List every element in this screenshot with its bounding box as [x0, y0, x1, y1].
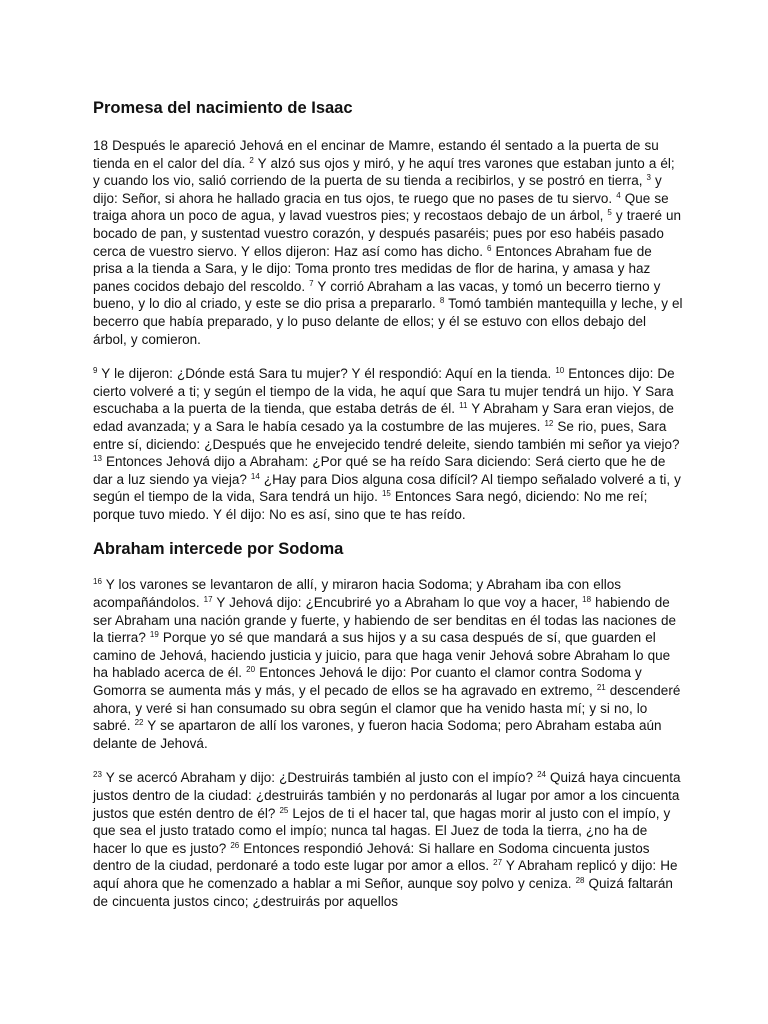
verse-number: 4 — [616, 190, 621, 200]
verse-text: Entonces Jehová le dijo: Por cuanto el clamor contra Sodoma y Gomorra se aumenta más y más, y el pecado de ellos se ha agravado en extremo, — [93, 665, 642, 699]
verse-number: 2 — [249, 155, 254, 165]
paragraph — [93, 365, 683, 523]
verse-text: Quizá haya cincuenta justos dentro de la ciudad: ¿destruirás también y no perdonarás al lugar por amor a los cincuenta justos que estén dentro de él? — [93, 770, 681, 821]
verse-text: y traeré un bocado de pan, y sustentad vuestro corazón, y después pasaréis; pues por eso habéis pasado cerca de vuestro siervo. Y ellos dijeron: Haz así como has dicho. — [93, 208, 682, 259]
verse-text: ¿Hay para Dios alguna cosa difícil? Al tiempo señalado volveré a ti, y según el tiempo de la vida, Sara tendrá un hijo. — [93, 471, 681, 505]
verse-number: 20 — [246, 665, 256, 675]
section-heading-isaac: Promesa del nacimiento de Isaac — [93, 99, 353, 117]
verse-text: Y corrió Abraham a las vacas, y tomó un becerro tierno y bueno, y lo dio al criado, y este se dio prisa a prepararlo. — [93, 278, 661, 312]
verse-number: 7 — [309, 278, 314, 288]
verse-text: Y se apartaron de allí los varones, y fueron hacia Sodoma; pero Abraham estaba aún delante de Jehová. — [93, 718, 662, 751]
paragraph — [93, 769, 683, 910]
verse-text: descenderé ahora, y veré si han consumado su obra según el clamor que ha venido hasta mí; y si no, lo sabré. — [93, 683, 681, 734]
verse-number: 14 — [250, 471, 260, 481]
verse-number: 26 — [230, 840, 240, 850]
verse-number: 10 — [555, 366, 565, 376]
verse-text: Que se traiga ahora un poco de agua, y lavad vuestros pies; y recostaos debajo de un árbol, — [93, 190, 669, 224]
verse-text: Y alzó sus ojos y miró, y he aquí tres varones que estaban junto a él; y cuando los vio, salió corriendo de la puerta de su tienda a recibirlos, y se postró en tierra, — [93, 155, 675, 189]
verse-text: Porque yo sé que mandará a sus hijos y a su casa después de sí, que guarden el camino de Jehová, haciendo justicia y juicio, para que haga venir Jehová sobre Abraham lo que ha hablado acerca de él. — [93, 630, 671, 681]
verse-number: 6 — [487, 243, 492, 253]
verse-number: 3 — [646, 173, 651, 183]
verse-text: Y se acercó Abraham y dijo: ¿Destruirás también al justo con el impío? — [101, 770, 538, 786]
paragraph — [93, 576, 683, 752]
verse-text: Entonces Abraham fue de prisa a la tienda a Sara, y le dijo: Toma pronto tres medidas de flor de harina, y amasa y haz panes cocidos debajo del rescoldo. — [93, 243, 652, 294]
verse-text: Lejos de ti el hacer tal, que hagas morir al justo con el impío, y que sea el justo tratado como el impío; nunca tal hagas. El Juez de toda la tierra, ¿no ha de hacer lo que es justo? — [93, 805, 671, 856]
verse-text: 18 Después le apareció Jehová en el encinar de Mamre, estando él sentado a la puerta de su tienda en el calor del día. — [93, 138, 659, 171]
verse-number: 9 — [93, 366, 98, 376]
verse-text: Entonces Jehová dijo a Abraham: ¿Por qué se ha reído Sara diciendo: Será cierto que he de dar a luz siendo ya vieja? — [93, 454, 666, 487]
verse-text: Quizá faltarán de cincuenta justos cinco; ¿destruirás por aquellos — [93, 875, 673, 909]
verse-number: 23 — [93, 770, 102, 780]
verse-number: 17 — [203, 595, 213, 605]
verse-number: 11 — [459, 401, 468, 411]
verse-text: Se rio, pues, Sara entre sí, diciendo: ¿Después que he envejecido tendré deleite, siendo también mi señor ya viejo? — [93, 418, 680, 452]
verse-number: 8 — [439, 296, 445, 306]
verse-number: 18 — [582, 595, 592, 605]
section-sodoma-text — [93, 576, 683, 910]
verse-number: 21 — [596, 683, 606, 693]
verse-text: y dijo: Señor, si ahora he hallado gracia en tus ojos, te ruego que no pases de tu siervo. — [93, 173, 662, 206]
verse-number: 5 — [607, 208, 612, 218]
verse-text: Y Jehová dijo: ¿Encubriré yo a Abraham lo que voy a hacer, — [212, 595, 583, 611]
verse-text: Entonces Sara negó, diciendo: No me reí; porque tuvo miedo. Y él dijo: No es así, sino que te has reído. — [93, 489, 648, 522]
verse-text: Y le dijeron: ¿Dónde está Sara tu mujer? Y él respondió: Aquí en la tienda. — [97, 366, 556, 382]
verse-number: 13 — [93, 454, 102, 464]
section-heading-sodoma: Abraham intercede por Sodoma — [93, 540, 344, 559]
verse-number: 27 — [493, 858, 503, 868]
verse-text: Entonces dijo: De cierto volveré a ti; y según el tiempo de la vida, he aquí que Sara tu mujer tendrá un hijo. Y Sara escuchaba a la puerta de la tienda, que estaba detrás de él. — [93, 366, 675, 417]
document-body — [93, 98, 683, 910]
verse-number: 19 — [149, 630, 159, 640]
verse-number: 24 — [537, 770, 546, 780]
verse-number: 28 — [575, 875, 585, 885]
verse-number: 22 — [134, 718, 144, 728]
verse-text: Y Abraham y Sara eran viejos, de edad avanzada; y a Sara le había cesado ya la costumbre de las mujeres. — [93, 401, 674, 434]
section-isaac-text — [93, 137, 683, 523]
verse-number: 25 — [279, 805, 289, 815]
verse-number: 12 — [544, 418, 554, 428]
verse-text: Y los varones se levantaron de allí, y miraron hacia Sodoma; y Abraham iba con ellos acompañándolos. — [93, 577, 621, 611]
verse-text: Entonces respondió Jehová: Si hallare en Sodoma cincuenta justos dentro de la ciudad, perdonaré a todo este lugar por amor a ellos. — [93, 840, 650, 874]
verse-text: Tomó también mantequilla y leche, y el becerro que había preparado, y lo puso delante de ellos; y él se estuvo con ellos debajo del árbol, y comieron. — [93, 296, 683, 347]
paragraph — [93, 137, 683, 348]
verse-text: habiendo de ser Abraham una nación grande y fuerte, y habiendo de ser benditas en él todas las naciones de la tierra? — [93, 595, 676, 646]
verse-text: Y Abraham replicó y dijo: He aquí ahora que he comenzado a hablar a mi Señor, aunque soy polvo y ceniza. — [93, 858, 678, 891]
verse-number: 15 — [381, 489, 391, 499]
verse-number: 16 — [93, 577, 102, 587]
